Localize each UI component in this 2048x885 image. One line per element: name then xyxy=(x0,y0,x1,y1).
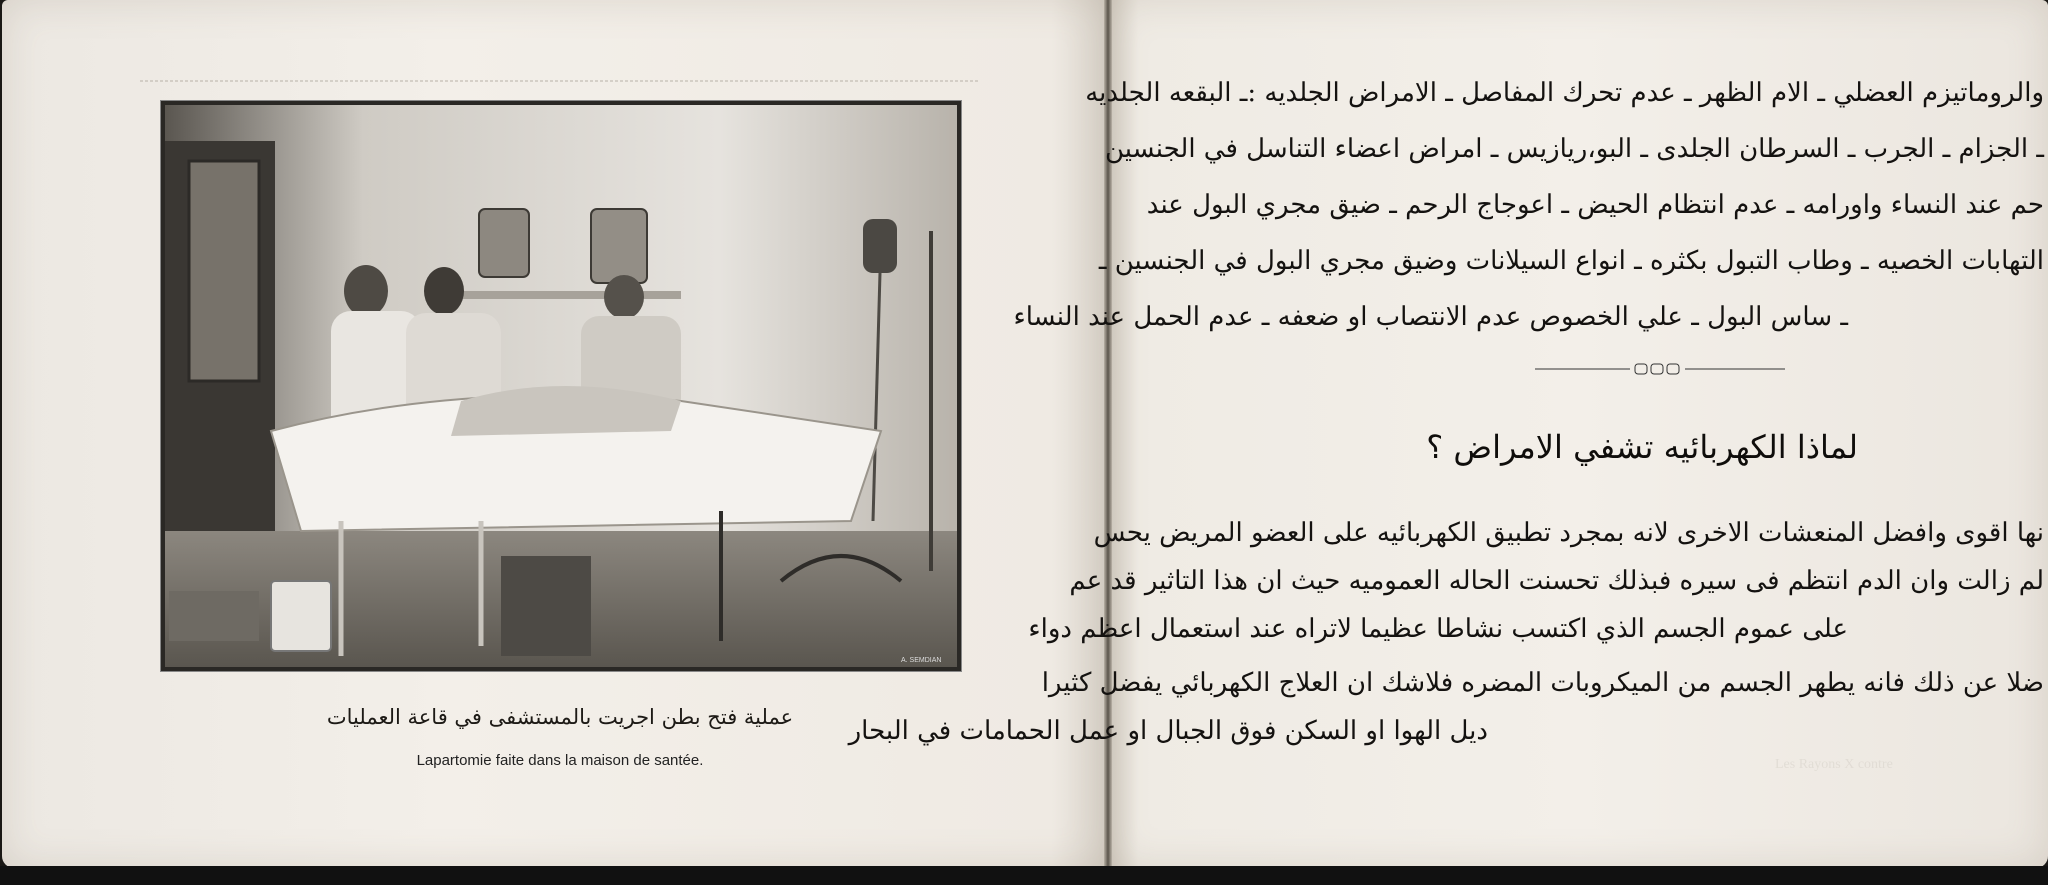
text-line: ديل الهوا او السكن فوق الجبال او عمل الحمامات في البحار xyxy=(848,716,1488,746)
text-line: لم زالت وان الدم انتظم فى سيره فبذلك تحسنت الحاله العموميه حيث ان هذا التاثير قد عم xyxy=(1069,566,2044,596)
scan-bottom-edge xyxy=(0,866,2048,885)
ornament-divider xyxy=(1535,361,1785,377)
text-line: والروماتيزم العضلي ـ الام الظهر ـ عدم تحرك المفاصل ـ الامراض الجلديه :ـ البقعه الجلديه xyxy=(1085,78,2044,108)
text-line: ـ الجزام ـ الجرب ـ السرطان الجلدى ـ البو،ريازيس ـ امراض اعضاء التناسل في الجنسين xyxy=(1104,134,2044,164)
photo-illustration xyxy=(161,101,961,671)
photo-caption-french: Lapartomie faite dans la maison de santée. xyxy=(416,752,704,769)
operating-room-photo xyxy=(160,100,962,672)
text-line: التهابات الخصيه ـ وطاب التبول بكثره ـ انواع السيلانات وضيق مجري البول في الجنسين ـ xyxy=(1098,246,2044,276)
text-line: على عموم الجسم الذي اكتسب نشاطا عظيما لاتراه عند استعمال اعظم دواء xyxy=(1028,614,1848,644)
bleed-through-text: Les Rayons X contre xyxy=(1775,757,1893,772)
top-rule xyxy=(140,78,980,84)
text-line: ـ ساس البول ـ علي الخصوص عدم الانتصاب او ضعفه ـ عدم الحمل عند النساء xyxy=(1013,302,1848,332)
photo-caption-arabic: عملية فتح بطن اجريت بالمستشفى في قاعة العمليات xyxy=(326,705,794,729)
text-line: حم عند النساء واورامه ـ عدم انتظام الحيض ـ اعوجاج الرحم ـ ضيق مجري البول عند xyxy=(1146,190,2044,220)
photo-credit: A. SEMDIAN xyxy=(901,657,942,664)
text-line: ضلا عن ذلك فانه يطهر الجسم من الميكروبات المضره فلاشك ان العلاج الكهربائي يفضل كثيرا xyxy=(1041,668,2044,698)
section-heading: لماذا الكهربائيه تشفي الامراض ؟ xyxy=(1426,428,1858,466)
text-line: نها اقوى وافضل المنعشات الاخرى لانه بمجرد تطبيق الكهربائيه على العضو المريض يحس xyxy=(1093,518,2044,548)
